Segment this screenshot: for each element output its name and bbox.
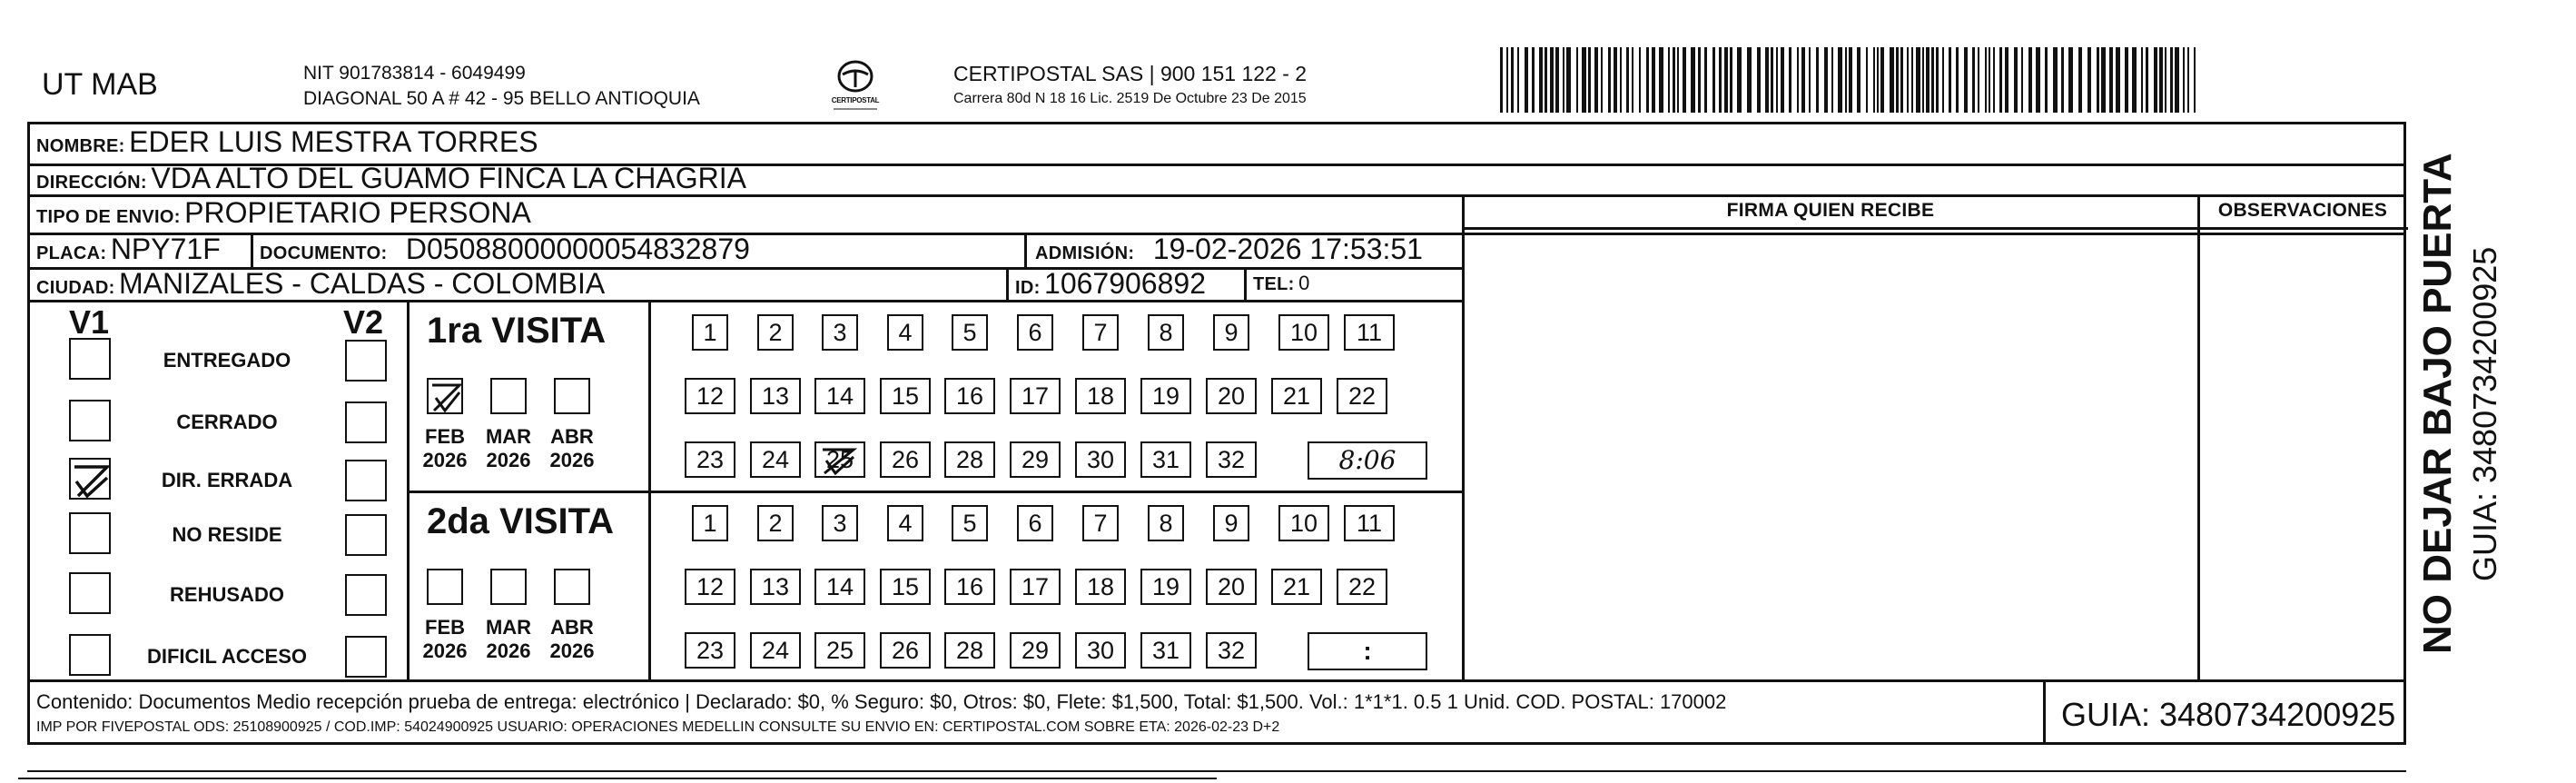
documento-value: D05088000000054832879: [405, 233, 750, 265]
day-box[interactable]: 28: [944, 632, 995, 669]
day-box[interactable]: 13: [750, 569, 801, 605]
id-label: ID:: [1015, 278, 1041, 298]
direccion-label: DIRECCIÓN:: [36, 173, 147, 193]
day-box[interactable]: 7: [1082, 314, 1119, 351]
day-box[interactable]: 16: [944, 378, 995, 414]
month-label: FEB 2026: [422, 425, 468, 471]
day-box[interactable]: 1: [692, 505, 728, 541]
day-box[interactable]: 6: [1017, 505, 1053, 541]
day-box[interactable]: 12: [685, 569, 735, 605]
status-option-label: DIR. ERRADA: [161, 469, 293, 491]
day-box[interactable]: 5: [952, 314, 988, 351]
company-address: DIAGONAL 50 A # 42 - 95 BELLO ANTIOQUIA: [303, 88, 700, 109]
logo-text: CERTIPOSTAL: [831, 96, 880, 104]
v1-label: V1: [69, 303, 110, 341]
imp-text: IMP POR FIVEPOSTAL ODS: 25108900925 / COD.IMP: 54024900925 USUARIO: OPERACIONES MEDELLIN CONSULTE SU ENVIO EN: CERTIPOSTAL.COM SOBRE ETA: 2026-02-23 D+2: [36, 719, 1280, 735]
month-checkbox[interactable]: [427, 569, 463, 605]
day-box[interactable]: 18: [1075, 378, 1126, 414]
day-box[interactable]: 30: [1075, 441, 1126, 478]
tel-row: [1253, 267, 1310, 302]
day-box[interactable]: 25: [814, 632, 865, 669]
day-box[interactable]: 4: [887, 314, 923, 351]
day-box[interactable]: 31: [1140, 441, 1191, 478]
admision-label: ADMISIÓN:: [1035, 243, 1135, 263]
v2-checkbox[interactable]: [345, 460, 387, 501]
visit-time-box[interactable]: :: [1308, 632, 1427, 670]
tel-value: 0: [1298, 272, 1310, 294]
placa-row: [36, 233, 221, 272]
day-box[interactable]: 22: [1337, 569, 1387, 605]
month-label: MAR 2026: [485, 616, 532, 662]
day-box[interactable]: 11: [1344, 505, 1395, 541]
day-box[interactable]: 12: [685, 378, 735, 414]
tipo-envio-value: PROPIETARIO PERSONA: [184, 196, 531, 229]
day-box[interactable]: 20: [1206, 569, 1257, 605]
documento-row: [260, 233, 750, 272]
day-box[interactable]: 15: [880, 378, 931, 414]
month-checkbox[interactable]: [554, 378, 590, 414]
direccion-row: [36, 162, 746, 201]
day-box[interactable]: 8: [1148, 314, 1184, 351]
month-checkbox[interactable]: [490, 378, 527, 414]
v2-checkbox[interactable]: [345, 401, 387, 443]
v2-checkbox[interactable]: [345, 574, 387, 616]
id-value: 1067906892: [1044, 267, 1206, 300]
day-box[interactable]: 24: [750, 632, 801, 669]
nombre-label: NOMBRE:: [36, 136, 125, 156]
direccion-value: VDA ALTO DEL GUAMO FINCA LA CHAGRIA: [151, 162, 746, 194]
ciudad-value: MANIZALES - CALDAS - COLOMBIA: [119, 267, 606, 300]
barcode: [1500, 47, 2196, 113]
day-box[interactable]: 24: [750, 441, 801, 478]
day-box[interactable]: 3: [822, 505, 858, 541]
v2-label: V2: [343, 303, 384, 341]
day-box[interactable]: 21: [1271, 569, 1322, 605]
day-box[interactable]: 6: [1017, 314, 1053, 351]
day-box[interactable]: 32: [1206, 632, 1257, 669]
status-option-label: DIFICIL ACCESO: [146, 645, 307, 668]
month-label: ABR 2026: [549, 616, 595, 662]
day-box[interactable]: 21: [1271, 378, 1322, 414]
month-label: ABR 2026: [549, 425, 595, 471]
day-box[interactable]: 19: [1140, 569, 1191, 605]
carrier-address: Carrera 80d N 18 16 Lic. 2519 De Octubre 23 De 2015: [953, 91, 1307, 106]
day-box[interactable]: 4: [887, 505, 923, 541]
v2-checkbox[interactable]: [345, 636, 387, 678]
footer-guia: GUIA: 3480734200925: [2061, 696, 2396, 733]
day-box[interactable]: 17: [1010, 378, 1061, 414]
tel-label: TEL:: [1253, 274, 1295, 294]
day-box[interactable]: 29: [1010, 632, 1061, 669]
no-dejar-bajo-puerta: NO DEJAR BAJO PUERTA: [2415, 153, 2460, 654]
day-box[interactable]: 2: [757, 314, 794, 351]
tipo-envio-row: [36, 196, 531, 235]
day-box[interactable]: 5: [952, 505, 988, 541]
day-box[interactable]: 10: [1278, 505, 1329, 541]
day-box[interactable]: 9: [1213, 505, 1249, 541]
day-box[interactable]: 1: [692, 314, 728, 351]
month-label: MAR 2026: [485, 425, 532, 471]
v1-checkbox[interactable]: [69, 512, 111, 554]
day-box[interactable]: 14: [814, 378, 865, 414]
status-option-label: REHUSADO: [170, 583, 284, 606]
certipostal-logo: [828, 55, 883, 113]
status-option-label: CERRADO: [176, 411, 278, 433]
placa-label: PLACA:: [36, 243, 107, 263]
day-box[interactable]: 29: [1010, 441, 1061, 478]
day-box[interactable]: 10: [1278, 314, 1329, 351]
day-box[interactable]: 9: [1213, 314, 1249, 351]
day-box[interactable]: 23: [685, 441, 735, 478]
v2-checkbox[interactable]: [345, 514, 387, 556]
v1-checkbox[interactable]: [69, 400, 111, 441]
day-box[interactable]: 16: [944, 569, 995, 605]
month-checkbox[interactable]: [490, 569, 527, 605]
ciudad-label: CIUDAD:: [36, 278, 115, 298]
month-checkbox[interactable]: [554, 569, 590, 605]
observaciones-header: OBSERVACIONES: [2217, 200, 2388, 221]
tipo-envio-label: TIPO DE ENVIO:: [36, 207, 181, 227]
v2-checkbox[interactable]: [345, 340, 387, 382]
day-box[interactable]: 26: [880, 441, 931, 478]
v1-checkbox[interactable]: [69, 634, 111, 676]
v1-checkbox[interactable]: [69, 338, 111, 380]
visit-title: 2da VISITA: [427, 501, 614, 541]
day-box[interactable]: 17: [1010, 569, 1061, 605]
day-box[interactable]: 30: [1075, 632, 1126, 669]
admision-value: 19-02-2026 17:53:51: [1152, 233, 1423, 265]
contenido-text: Contenido: Documentos Medio recepción prueba de entrega: electrónico | Declarado: $0, % Seguro: $0, Otros: $0, Flete: $1,500, Total: $1,500. Vol.: 1*1*1. 0.5 1 Unid. COD. POSTAL: 170002: [36, 690, 1727, 713]
day-box[interactable]: 25: [814, 441, 865, 478]
id-row: [1015, 267, 1206, 306]
day-box[interactable]: 3: [822, 314, 858, 351]
carrier-name: CERTIPOSTAL SAS | 900 151 122 - 2: [953, 62, 1308, 85]
day-box[interactable]: 22: [1337, 378, 1387, 414]
day-box[interactable]: 11: [1344, 314, 1395, 351]
nombre-row: [36, 125, 538, 164]
day-box[interactable]: 28: [944, 441, 995, 478]
day-box[interactable]: 13: [750, 378, 801, 414]
day-box[interactable]: 31: [1140, 632, 1191, 669]
visit-time-box[interactable]: 8:06: [1308, 441, 1427, 480]
day-box[interactable]: 20: [1206, 378, 1257, 414]
admision-row: [1035, 233, 1423, 272]
ciudad-row: [36, 267, 605, 306]
side-guia: GUIA: 3480734200925: [2466, 246, 2503, 581]
v1-checkbox[interactable]: [69, 458, 111, 500]
v1-checkbox[interactable]: [69, 572, 111, 614]
day-box[interactable]: 15: [880, 569, 931, 605]
day-box[interactable]: 18: [1075, 569, 1126, 605]
firma-header: FIRMA QUIEN RECIBE: [1726, 200, 1935, 221]
documento-label: DOCUMENTO:: [260, 243, 388, 263]
nombre-value: EDER LUIS MESTRA TORRES: [129, 125, 538, 158]
month-label: FEB 2026: [422, 616, 468, 662]
company-name: UT MAB: [42, 67, 158, 102]
company-nit: NIT 901783814 - 6049499: [303, 63, 526, 84]
day-box[interactable]: 14: [814, 569, 865, 605]
placa-value: NPY71F: [110, 233, 221, 265]
day-box[interactable]: 23: [685, 632, 735, 669]
day-box[interactable]: 2: [757, 505, 794, 541]
status-option-label: NO RESIDE: [172, 523, 282, 546]
day-box[interactable]: 8: [1148, 505, 1184, 541]
status-option-label: ENTREGADO: [163, 349, 291, 372]
day-box[interactable]: 26: [880, 632, 931, 669]
day-box[interactable]: 32: [1206, 441, 1257, 478]
visit-title: 1ra VISITA: [427, 311, 607, 351]
month-checkbox[interactable]: [427, 378, 463, 414]
day-box[interactable]: 19: [1140, 378, 1191, 414]
day-box[interactable]: 7: [1082, 505, 1119, 541]
